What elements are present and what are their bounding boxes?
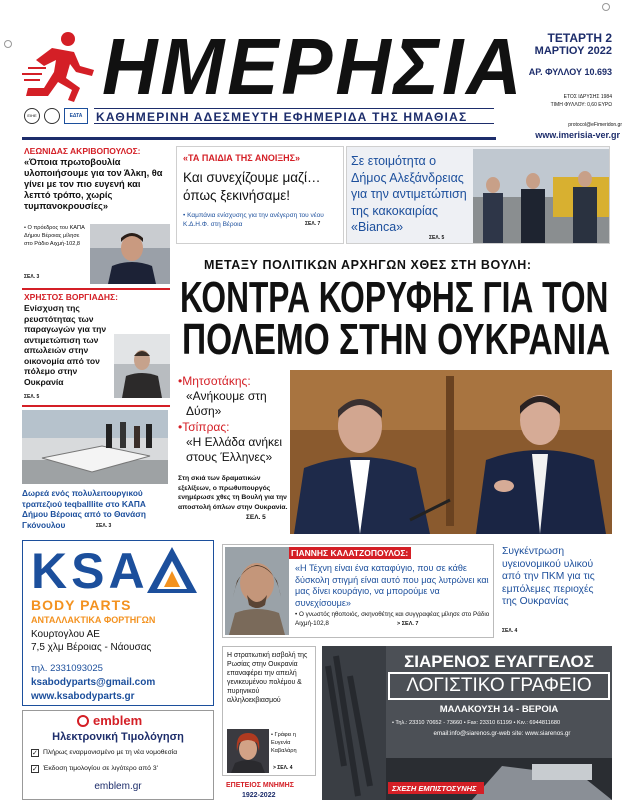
page-ref: ΣΕΛ. 7 bbox=[305, 221, 321, 227]
left-article-2 bbox=[22, 292, 170, 404]
summary: • Καμπάνια ενίσχυσης για την ανέγερση του νέου Κ.Δ.Η.Φ. στη Βέροια bbox=[183, 212, 324, 228]
lead-headline-line-1 bbox=[180, 273, 620, 322]
portrait-photo bbox=[90, 224, 170, 284]
bullet-quote: «Η Ελλάδα ανήκει στους Έλληνες» bbox=[186, 435, 283, 464]
divider bbox=[22, 288, 170, 290]
page-ref: > ΣΕΛ. 4 bbox=[273, 765, 293, 771]
interview-caption: • Ο γνωστός ηθοποιός, σκηνοθέτης και συγγραφέας μίλησε στο Ράδιο Αιχμή-102,8 bbox=[295, 611, 490, 627]
badge-edta: ΕΔΤΑ bbox=[64, 108, 88, 124]
right-brief bbox=[500, 544, 610, 640]
article-quote: «Όποια πρωτοβουλία υλοποιήσουμε για τον Άλκη, θα γίνει με τον πιο ευγενή και λεπτό τρόπο, χωρίς τυμπανοκρουσίες» bbox=[24, 157, 163, 211]
masthead bbox=[0, 0, 630, 142]
page-ref: ΣΕΛ. 3 bbox=[24, 274, 40, 280]
top-right-box bbox=[346, 146, 610, 244]
lead-headline-line-2 bbox=[182, 315, 622, 364]
protocol-email: protocol@eFimeridon.gr bbox=[568, 122, 622, 128]
ksa-logo-triangle-icon bbox=[147, 547, 197, 593]
page-ref: ΣΕΛ. 3 bbox=[96, 523, 112, 529]
siarenos-office: ΛΟΓΙΣΤΙΚΟ ΓΡΑΦΕΙΟ bbox=[406, 675, 592, 696]
page-ref: > ΣΕΛ. 7 bbox=[397, 621, 419, 627]
body-parts-text: BODY PARTS bbox=[31, 597, 132, 613]
memory-kicker: ΕΠΕΤΕΙΟΣ ΜΝΗΜΗΣ bbox=[226, 782, 294, 789]
portrait-photo bbox=[225, 547, 289, 635]
memory-box bbox=[222, 778, 316, 800]
ksa-address: 7,5 χλμ Βέροιας - Νάουσας bbox=[31, 642, 152, 653]
opinion-box bbox=[222, 646, 316, 776]
siarenos-email[interactable]: email:info@siarenos.gr-web site: www.siarenos.gr bbox=[433, 730, 571, 737]
ksa-ad[interactable] bbox=[22, 540, 214, 706]
page-ref: ΣΕΛ. 5 bbox=[24, 394, 40, 400]
opinion-text: Η στρατιωτική εισβολή της Ρωσίας στην Ουκρανία επαναφέρει την απειλή γενικευμένου πολέμου & πυρηνικού αλληλοεκβιασμού bbox=[227, 652, 308, 704]
top-center-box bbox=[176, 146, 344, 244]
lead-bullets bbox=[176, 372, 288, 540]
siarenos-phones: • Τηλ.: 23310 70652 - 73660 • Fax: 23310 61199 • Κιν.: 6944811680 bbox=[392, 720, 561, 726]
left-article-1 bbox=[22, 146, 170, 286]
badge-einie: ΕΙΗΕ bbox=[24, 108, 40, 124]
interview-name: ΓΙΑΝΝΗΣ ΚΑΛΑΤΖΟΠΟΥΛΟΣ: bbox=[291, 548, 409, 558]
badge-seal bbox=[44, 108, 60, 124]
bullet-name: •Τσίπρας: bbox=[178, 420, 230, 434]
interview-quote: «Η Τέχνη είναι ένα καταφύγιο, που σε κάθε δύσκολη στιγμή είναι αυτό που μας λυτρώνει και μας δίνει κουράγιο, να μπορούμε να συνεχίσουμε» bbox=[295, 563, 489, 608]
emblem-brand: emblem bbox=[93, 713, 143, 728]
memory-years: 1922-2022 bbox=[242, 792, 276, 799]
article-name: ΛΕΩΝΙΔΑΣ ΑΚΡΙΒΟΠΟΥΛΟΣ: bbox=[24, 146, 141, 156]
ksa-tagline: ΑΝΤΑΛΛΑΚΤΙΚΑ ΦΟΡΤΗΓΩΝ bbox=[31, 615, 156, 625]
issue-price: ΤΙΜΗ ΦΥΛΛΟΥ: 0,60 ΕΥΡΩ bbox=[550, 102, 612, 108]
bullet-quote: «Ανήκουμε στη Δύση» bbox=[186, 389, 267, 418]
page-ref: ΣΕΛ. 4 bbox=[502, 628, 518, 634]
portrait-photo bbox=[114, 334, 170, 398]
issue-date: ΜΑΡΤΙΟΥ 2022 bbox=[534, 45, 612, 57]
emblem-item-2: Έκδοση τιμολογίου σε λιγότερο από 3' bbox=[43, 765, 158, 772]
divider bbox=[22, 405, 170, 407]
siarenos-name: ΣΙΑΡΕΝΟΣ ΕΥΑΓΓΕΛΟΣ bbox=[404, 652, 594, 671]
lead-headline-text: ΚΟΝΤΡΑ ΚΟΡΥΦΗΣ ΓΙΑ ΤΟΝ bbox=[180, 273, 609, 322]
siarenos-address: ΜΑΛΑΚΟΥΣΗ 14 - ΒΕΡΟΙΑ bbox=[439, 704, 559, 715]
emblem-ad[interactable] bbox=[22, 710, 214, 800]
interview-box bbox=[222, 544, 494, 638]
bullet-name: •Μητσοτάκης: bbox=[178, 374, 251, 388]
portrait-photo bbox=[227, 729, 269, 773]
page-ref: ΣΕΛ. 5 bbox=[429, 235, 445, 241]
headline: Και συνεχίζουμε μαζί… όπως ξεκινήσαμε! bbox=[183, 170, 321, 203]
teqball-photo bbox=[22, 410, 168, 484]
opinion-byline: • Γράφει η Ευγενία Καβαλάρη bbox=[271, 732, 297, 754]
checkbox-icon: ✓ bbox=[32, 766, 38, 773]
page-ref: ΣΕΛ. 5 bbox=[246, 514, 266, 521]
issue-day: ΤΕΤΑΡΤΗ 2 bbox=[547, 31, 612, 45]
emblem-item-1: Πλήρως εναρμονισμένο με τη νέα νομοθεσία bbox=[43, 749, 178, 756]
lead-headline-text: ΠΟΛΕΜΟ ΣΤΗΝ ΟΥΚΡΑΝΙΑ bbox=[182, 315, 611, 364]
ksa-email[interactable]: ksabodyparts@gmail.com bbox=[31, 677, 156, 688]
lead-kicker: ΜΕΤΑΞΥ ΠΟΛΙΤΙΚΩΝ ΑΡΧΗΓΩΝ ΧΘΕΣ ΣΤΗ ΒΟΥΛΗ: bbox=[204, 258, 532, 272]
ksa-phone: τηλ. 2331093025 bbox=[31, 663, 103, 674]
left-article-3: Δωρεά ενός πολυλειτουργικού τραπεζιού teqballlite στο ΚΑΠΑ Δήμου Βέροιας από το Θανάση Γκόνουλου bbox=[22, 488, 146, 530]
masthead-subtitle: ΚΑΘΗΜΕΡΙΝΗ ΑΔΕΣΜΕΥΤΗ ΕΦΗΜΕΡΙΔΑ ΤΗΣ ΗΜΑΘΙΑΣ bbox=[96, 110, 468, 124]
runner-logo-icon bbox=[22, 30, 98, 104]
ksa-logo: KSA bbox=[31, 543, 149, 599]
parliament-photo bbox=[290, 370, 612, 534]
officials-photo bbox=[473, 149, 609, 243]
checkbox-icon: ✓ bbox=[32, 750, 38, 757]
ksa-company: Κουρτογλου ΑΕ bbox=[31, 629, 100, 640]
headline: Σε ετοιμότητα ο Δήμος Αλεξάνδρειας για την αντιμετώπιση της κακοκαιρίας «Bianca» bbox=[351, 154, 467, 234]
article-text: Ενίσχυση της ρευστότητας των παραγωγών για την αντιμετώπιση των απωλειών στην οικονομία από τον πόλεμο στην Ουκρανία bbox=[24, 303, 107, 387]
siarenos-ad[interactable] bbox=[322, 646, 612, 800]
newspaper-title: ΗΜΕΡΗΣΙΑ bbox=[102, 22, 525, 111]
issue-number: ΑΡ. ΦΥΛΛΟΥ 10.693 bbox=[528, 67, 612, 77]
emblem-title: Ηλεκτρονική Τιμολόγηση bbox=[52, 731, 184, 743]
siarenos-slogan: ΣΧΕΣΗ ΕΜΠΙΣΤΟΣΥΝΗΣ bbox=[392, 784, 477, 793]
kicker: «ΤΑ ΠΑΙΔΙΑ ΤΗΣ ΑΝΟΙΞΗΣ» bbox=[183, 153, 301, 163]
founded-year: ΕΤΟΣ ΙΔΡΥΣΗΣ 1984 bbox=[563, 94, 612, 100]
emblem-web[interactable]: emblem.gr bbox=[94, 781, 142, 792]
masthead-rule bbox=[22, 137, 496, 140]
lead-body: Στη σκιά των δραματικών εξελίξεων, ο πρωθυπουργός ενημέρωσε χθες τη Βουλή για την αποστολή όπλων στην Ουκρανία. bbox=[178, 475, 288, 511]
brief-text: Συγκέντρωση υγειονομικού υλικού από την ΠΚΜ για τις εμπόλεμες περιοχές της Ουκρανίας bbox=[502, 546, 595, 607]
article-caption: • Ο πρόεδρος του ΚΑΠΑ Δήμου Βέροιας μίλησε στο Ράδιο Αιχμή-102,8 bbox=[24, 225, 85, 247]
ksa-web[interactable]: www.ksabodyparts.gr bbox=[31, 691, 135, 702]
emblem-logo-icon bbox=[77, 715, 89, 727]
article-name: ΧΡΗΣΤΟΣ ΒΟΡΓΙΑΔΗΣ: bbox=[24, 292, 118, 302]
website-link[interactable]: www.imerisia-ver.gr bbox=[535, 130, 620, 140]
